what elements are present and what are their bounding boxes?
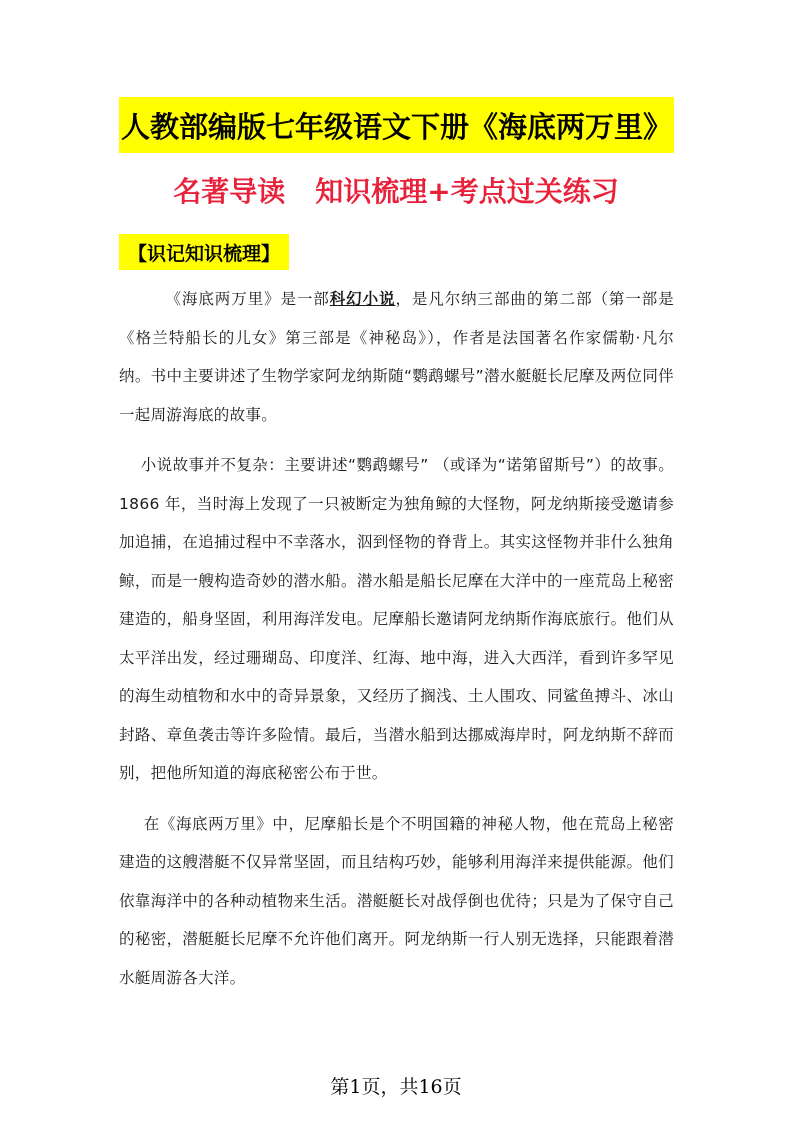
page-number: 第1页，共16页 [330, 1076, 462, 1098]
paragraph-1 [119, 280, 674, 434]
title-highlight [119, 97, 674, 153]
subtitle-right: 知识梳理+考点过关练习 [315, 175, 619, 208]
paragraph-3: 在《海底两万里》中，尼摩船长是个不明国籍的神秘人物，他在荒岛上秘密建造的这艘潜艇不仅异常坚固，而且结构巧妙，能够利用海洋来提供能源。他们依靠海洋中的各种动植物来生活。潜艇艇长对战俘倒也优待；只是为了保守自己的秘密，潜艇艇长尼摩不允许他们离开。阿龙纳斯一行人别无选择，只能跟着潜水艇周游各大洋。 [119, 814, 674, 987]
paragraph-1-before: 《海底两万里》是一部 [165, 290, 330, 308]
subtitle [0, 170, 792, 214]
paragraph-2: 小说故事并不复杂：主要讲述“鹦鹉螺号” （或译为“诺第留斯号”）的故事。1866 年，当时海上发现了一只被断定为独角鲸的大怪物，阿龙纳斯接受邀请参加追捕，在追捕过程中不幸落水，泅到怪物的脊背上。其实这怪物并非什么独角鲸，而是一艘构造奇妙的潜水船。潜水船是船长尼摩在大洋中的一座荒岛上秘密建造的，船身坚固，利用海洋发电。尼摩船长邀请阿龙纳斯作海底旅行。他们从太平洋出发，经过珊瑚岛、印度洋、红海、地中海，进入大西洋，看到许多罕见的海生动植物和水中的奇异景象，又经历了搁浅、土人围攻、同鲨鱼搏斗、冰山封路、章鱼袭击等许多险情。最后，当潜水船到达挪威海岸时，阿龙纳斯不辞而别，把他所知道的海底秘密公布于世。 [119, 456, 674, 782]
paragraph-1-after: ，是凡尔纳三部曲的第二部（第一部是《格兰特船长的儿女》第三部是《神秘岛》），作者是法国著名作家儒勒·凡尔纳。书中主要讲述了生物学家阿龙纳斯随“鹦鹉螺号”潜水艇艇长尼摩及两位同伴一起周游海底的故事。 [119, 290, 674, 424]
body-content [119, 280, 674, 1009]
section-heading: 【识记知识梳理】 [127, 242, 280, 265]
subtitle-left: 名著导读 [173, 175, 286, 208]
document-title: 人教部编版七年级语文下册《海底两万里》 [120, 109, 672, 144]
section-heading-highlight [119, 234, 289, 270]
genre-emphasis: 科幻小说 [329, 290, 396, 308]
